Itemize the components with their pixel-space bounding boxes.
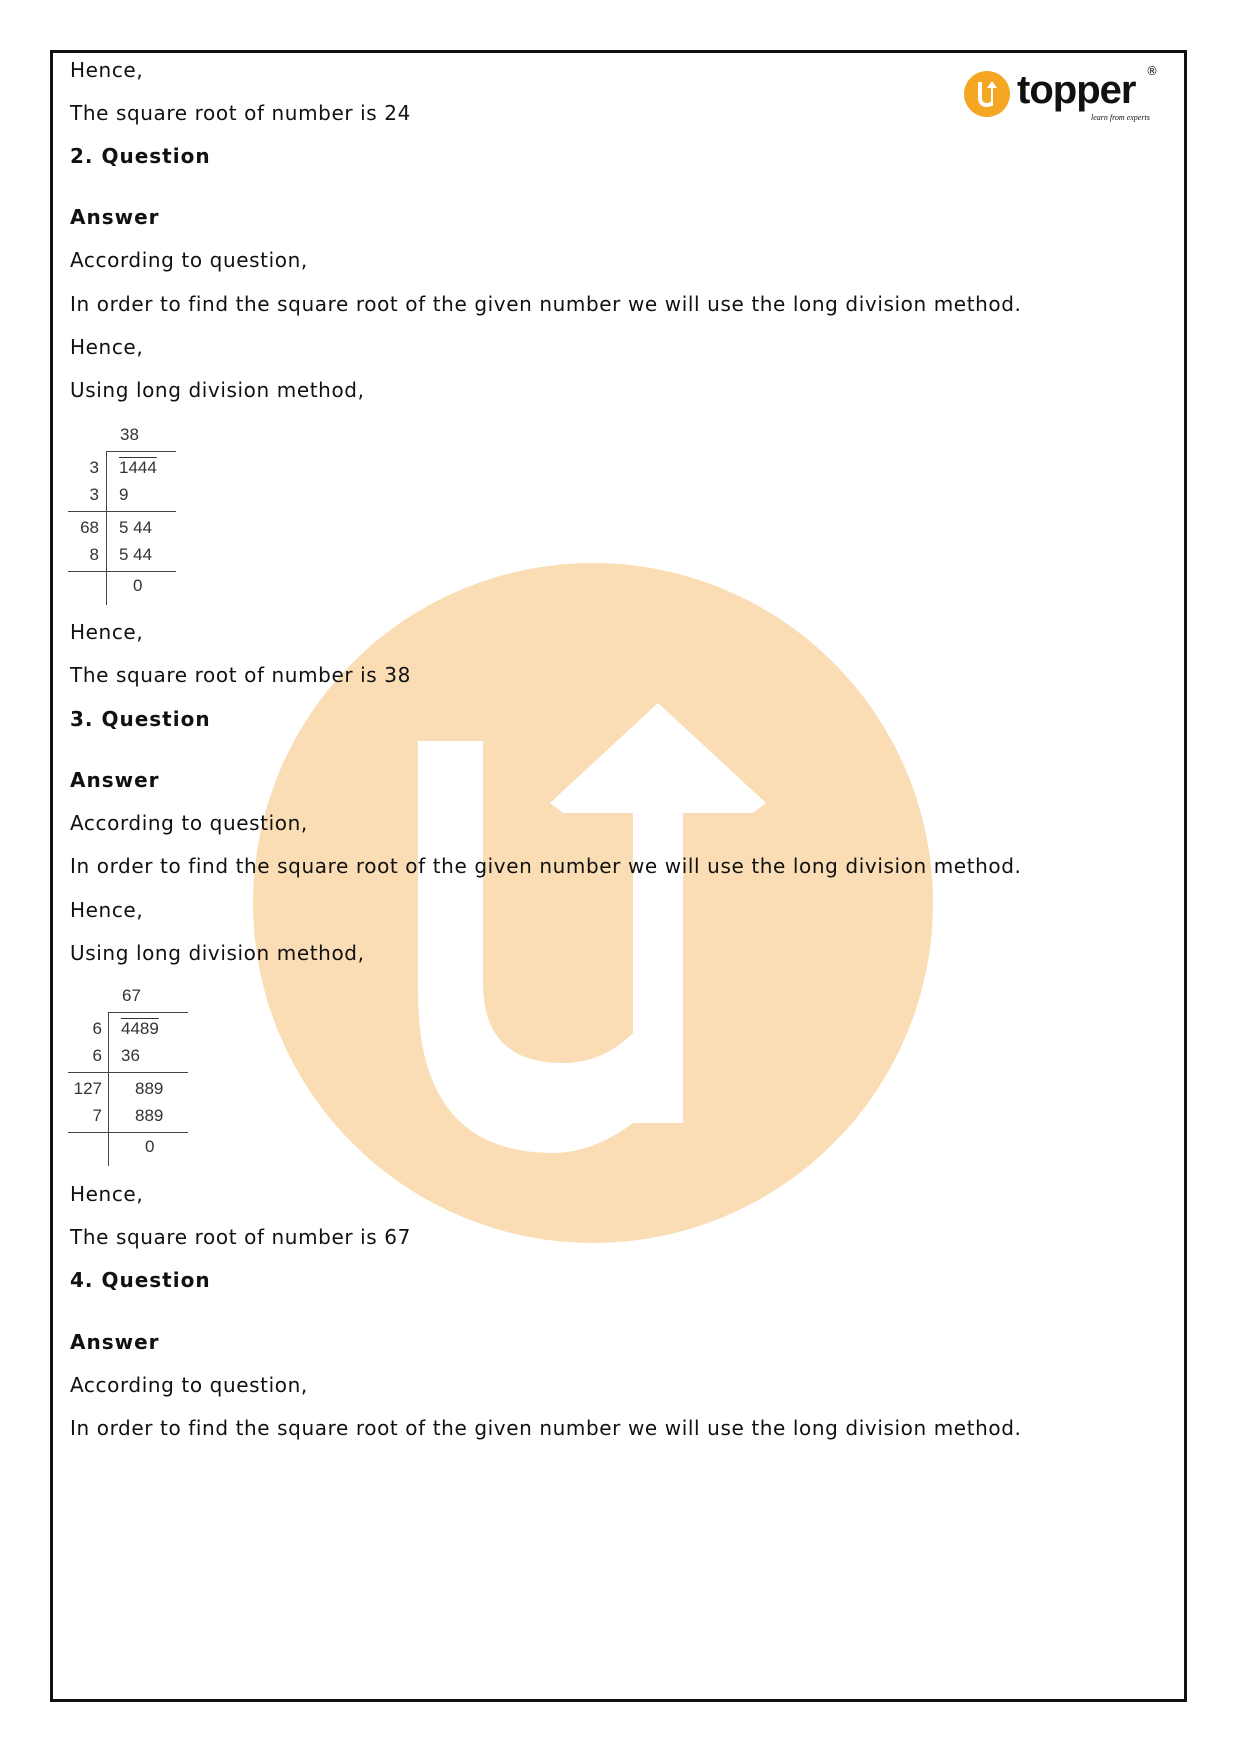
text-line: According to question, <box>70 1373 308 1397</box>
text-line: According to question, <box>70 811 308 835</box>
divisor: 68 <box>80 518 99 537</box>
answer-conclusion: The square root of number is 67 <box>70 1225 411 1249</box>
divisor: 7 <box>92 1106 102 1125</box>
remainder: 0 <box>133 576 143 595</box>
divisor: 3 <box>89 458 99 477</box>
divisor: 3 <box>89 485 99 504</box>
divisor: 8 <box>89 545 99 564</box>
answer-heading: Answer <box>70 205 160 229</box>
answer-conclusion: The square root of number is 24 <box>70 101 411 125</box>
answer-heading: Answer <box>70 1330 160 1354</box>
long-division-diagram <box>68 984 198 1166</box>
answer-heading: Answer <box>70 768 160 792</box>
dividend: 4489 <box>121 1019 159 1038</box>
text-line: In order to find the square root of the given number we will use the long division method. <box>70 1416 1022 1440</box>
topper-logo <box>963 64 1163 128</box>
question-heading: 4. Question <box>70 1268 211 1292</box>
text-line: In order to find the square root of the given number we will use the long division method. <box>70 292 1022 316</box>
long-division-diagram <box>68 423 188 605</box>
subtrahend: 9 <box>119 485 129 504</box>
question-heading: 2. Question <box>70 144 211 168</box>
text-line: According to question, <box>70 248 308 272</box>
quotient: 38 <box>120 425 139 444</box>
text-line: Using long division method, <box>70 941 365 965</box>
dividend: 889 <box>135 1079 164 1098</box>
text-line: Hence, <box>70 620 144 644</box>
text-line: In order to find the square root of the given number we will use the long division method. <box>70 854 1022 878</box>
text-line: Hence, <box>70 1182 144 1206</box>
text-line: Hence, <box>70 58 144 82</box>
remainder: 0 <box>145 1137 155 1156</box>
dividend: 1444 <box>119 458 157 477</box>
text-line: Using long division method, <box>70 378 365 402</box>
subtrahend: 36 <box>121 1046 140 1065</box>
text-line: Hence, <box>70 335 144 359</box>
logo-tagline: learn from experts <box>1091 113 1150 122</box>
divisor: 6 <box>92 1046 102 1065</box>
divisor: 127 <box>73 1079 102 1098</box>
quotient: 67 <box>122 986 141 1005</box>
question-heading: 3. Question <box>70 707 211 731</box>
registered-mark: ® <box>1146 64 1158 78</box>
divisor: 6 <box>92 1019 102 1038</box>
text-line: Hence, <box>70 898 144 922</box>
logo-text: topper <box>1017 68 1136 112</box>
subtrahend: 889 <box>135 1106 164 1125</box>
answer-conclusion: The square root of number is 38 <box>70 663 411 687</box>
dividend: 5 44 <box>119 518 153 537</box>
subtrahend: 5 44 <box>119 545 153 564</box>
